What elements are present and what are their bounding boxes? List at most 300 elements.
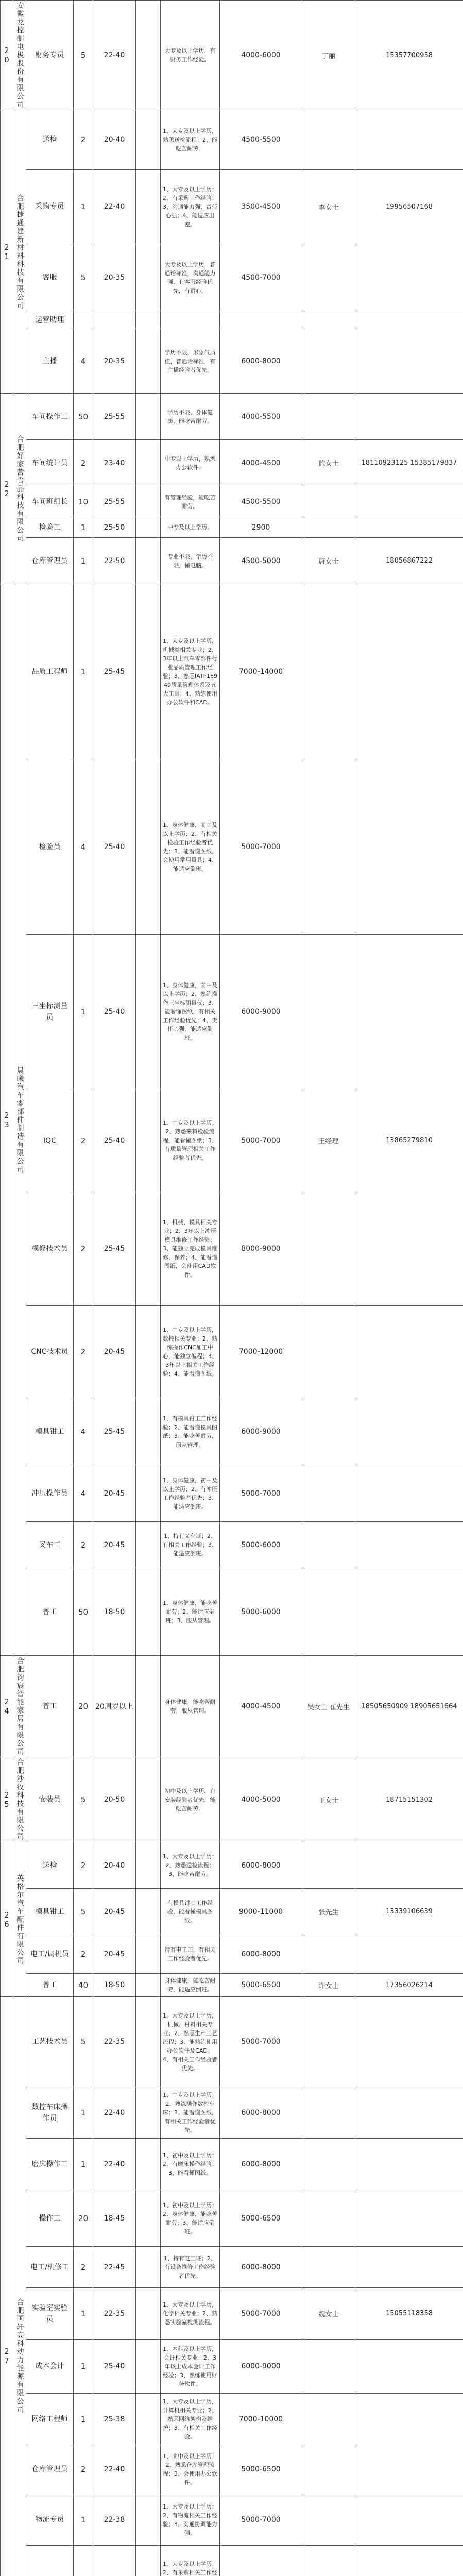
headcount: 2	[74, 2445, 93, 2494]
job-requirements: 身体健康，能吃苦耐劳，服从管理。	[161, 1656, 220, 1757]
age-range	[93, 311, 136, 329]
age-range: 25-40	[93, 935, 136, 1089]
company-name: 英格尔汽车配件有限公司	[13, 1842, 26, 1997]
table-row	[1, 1398, 463, 1465]
salary: 5000-7000	[220, 759, 302, 935]
contact-phone: 13339106639	[355, 1889, 463, 1935]
education	[136, 244, 161, 311]
contact-person	[302, 1522, 355, 1568]
contact-phone	[355, 1568, 463, 1656]
job-requirements: 1、大专及以上学历，机械类相关专业；2、3年以上汽车零部件行业品质管理工作经验；3、熟悉IATF16949质量管理体系及五大工具；4、熟练使用办公软件和CAD。	[161, 584, 220, 759]
age-range: 25-50	[93, 517, 136, 538]
headcount: 2	[74, 2247, 93, 2288]
education	[136, 440, 161, 486]
education	[136, 1757, 161, 1842]
headcount	[74, 311, 93, 329]
education	[136, 486, 161, 517]
company-name: 安徽龙控制电极股份有限公司	[13, 1, 26, 110]
table-row	[1, 538, 463, 584]
salary: 6000-8000	[220, 1842, 302, 1889]
education	[136, 759, 161, 935]
education	[136, 2546, 161, 2576]
contact-phone: 18110923125 15385179837	[355, 440, 463, 486]
position-name: 普工	[26, 1974, 74, 1997]
age-range: 25-40	[93, 1089, 136, 1192]
headcount: 1	[74, 170, 93, 244]
job-requirements: 大专及以上学历，普通话标准，沟通能力强，有客服经验优先，有耐心。	[161, 244, 220, 311]
job-requirements: 1、身体健康，初中及以上学历；2、有冲压工作经验者优先；3、能适应倒班。	[161, 1465, 220, 1522]
education	[136, 1997, 161, 2087]
education	[136, 1192, 161, 1306]
salary: 6000-9000	[220, 2340, 302, 2394]
contact-person	[302, 1568, 355, 1656]
job-requirements: 1、大专及以上学历；2、熟悉送检流程；3、能吃苦耐劳。	[161, 1842, 220, 1889]
salary: 6000-8000	[220, 2247, 302, 2288]
age-range: 18-45	[93, 2190, 136, 2247]
company-name: 合肥钧宸智能家居有限公司	[13, 1656, 26, 1757]
position-name: 普工	[26, 1656, 74, 1757]
headcount: 2	[74, 1842, 93, 1889]
contact-person	[302, 2340, 355, 2394]
job-requirements: 1、持有叉车证；2、有相关工作经验；3、能适应倒班。	[161, 1522, 220, 1568]
education	[136, 1656, 161, 1757]
contact-phone	[355, 1306, 463, 1398]
education	[136, 1974, 161, 1997]
headcount: 1	[74, 538, 93, 584]
headcount: 1	[74, 2494, 93, 2546]
salary: 5000-6000	[220, 1522, 302, 1568]
education	[136, 1889, 161, 1935]
education	[136, 2340, 161, 2394]
education	[136, 1935, 161, 1974]
age-range: 20-45	[93, 1889, 136, 1935]
company-number: 27	[1, 1997, 13, 2576]
headcount: 2	[74, 1089, 93, 1192]
position-name: CNC技术员	[26, 1306, 74, 1398]
age-range: 25-40	[93, 2340, 136, 2394]
table-row	[1, 1757, 463, 1842]
position-name: 送检	[26, 1842, 74, 1889]
contact-person: 鲍女士	[302, 440, 355, 486]
company-number: 23	[1, 584, 13, 1656]
table-row	[1, 2394, 463, 2445]
salary: 2900	[220, 517, 302, 538]
age-range: 25-40	[93, 759, 136, 935]
education	[136, 2087, 161, 2139]
education	[136, 2494, 161, 2546]
headcount: 1	[74, 584, 93, 759]
table-row	[1, 2494, 463, 2546]
headcount: 4	[74, 1398, 93, 1465]
table-row	[1, 1974, 463, 1997]
headcount: 5	[74, 1, 93, 110]
headcount: 4	[74, 329, 93, 394]
education	[136, 1398, 161, 1465]
education	[136, 935, 161, 1089]
contact-phone	[355, 2340, 463, 2394]
age-range: 22-38	[93, 2494, 136, 2546]
contact-phone	[355, 1842, 463, 1889]
education	[136, 584, 161, 759]
salary: 4500-7000	[220, 244, 302, 311]
contact-phone: 15055118358	[355, 2288, 463, 2340]
table-row	[1, 170, 463, 244]
job-requirements: 1、身体健康，高中及以上学历；2、熟练操作三坐标测量仪；3、能看懂图纸，有相关工作经验优先；4、责任心强，能适应倒班。	[161, 935, 220, 1089]
contact-phone	[355, 517, 463, 538]
job-requirements: 1、初中及以上学历；2、身体健康，能吃苦耐劳；3、能适应倒班。	[161, 2190, 220, 2247]
position-name: 操作工	[26, 2190, 74, 2247]
job-requirements: 1、身体健康，能吃苦耐劳；2、能适应倒班；3、服从管理。	[161, 1568, 220, 1656]
age-range: 22-40	[93, 2087, 136, 2139]
job-requirements: 1、大专及以上学历；2、有采购相关工作经	[161, 2546, 220, 2576]
contact-phone: 19956507168	[355, 170, 463, 244]
company-number: 22	[1, 394, 13, 584]
education	[136, 394, 161, 440]
salary: 5000-7000	[220, 2494, 302, 2546]
contact-person	[302, 517, 355, 538]
contact-phone	[355, 584, 463, 759]
age-range: 22-45	[93, 2247, 136, 2288]
contact-person	[302, 1465, 355, 1522]
contact-person	[302, 1935, 355, 1974]
education	[136, 2394, 161, 2445]
contact-phone	[355, 2139, 463, 2190]
position-name: 采购专员	[26, 170, 74, 244]
headcount: 10	[74, 486, 93, 517]
company-name: 合肥沙牧科技有限公司	[13, 1757, 26, 1842]
position-name: 网络工程师	[26, 2394, 74, 2445]
salary: 4000-5500	[220, 394, 302, 440]
table-row	[1, 110, 463, 170]
contact-phone	[355, 2247, 463, 2288]
job-requirements: 1、持有电工证；2、有设备维修工作经验者优先。	[161, 2247, 220, 2288]
job-requirements: 大专及以上学历，有财务工作经验。	[161, 1, 220, 110]
table-row	[1, 2247, 463, 2288]
headcount: 2	[74, 440, 93, 486]
contact-person	[302, 759, 355, 935]
contact-person	[302, 584, 355, 759]
headcount: 1	[74, 2288, 93, 2340]
position-name: 物流专员	[26, 2494, 74, 2546]
education	[136, 1568, 161, 1656]
table-row	[1, 1, 463, 110]
table-row	[1, 2445, 463, 2494]
headcount: 50	[74, 394, 93, 440]
age-range: 25-45	[93, 1192, 136, 1306]
table-row	[1, 1935, 463, 1974]
age-range: 25-55	[93, 486, 136, 517]
salary: 4000-5000	[220, 1757, 302, 1842]
salary: 7000-12000	[220, 1306, 302, 1398]
salary	[220, 311, 302, 329]
contact-phone	[355, 244, 463, 311]
company-name: 合肥国轩高科动力能源有限公司	[13, 1997, 26, 2576]
contact-person	[302, 2087, 355, 2139]
table-row	[1, 1568, 463, 1656]
salary: 7000-10000	[220, 2394, 302, 2445]
salary: 7000-14000	[220, 584, 302, 759]
contact-phone	[355, 2394, 463, 2445]
contact-phone	[355, 759, 463, 935]
education	[136, 1465, 161, 1522]
salary: 5000-6500	[220, 2190, 302, 2247]
position-name: 仓库管理员	[26, 2445, 74, 2494]
salary: 9000-11000	[220, 1889, 302, 1935]
headcount: 1	[74, 2087, 93, 2139]
education	[136, 517, 161, 538]
job-requirements: 学历不限，形象气质佳，普通话标准，有主播经验者优先。	[161, 329, 220, 394]
age-range: 25-55	[93, 394, 136, 440]
job-requirements: 1、中专及以上学历；2、熟练操作数控车床；3、能看懂图纸，有相关工作经验者优先。	[161, 2087, 220, 2139]
position-name: 运营助理	[26, 311, 74, 329]
age-range	[93, 2546, 136, 2576]
age-range: 20-40	[93, 110, 136, 170]
company-number: 20	[1, 1, 13, 110]
table-row	[1, 2087, 463, 2139]
job-requirements	[161, 311, 220, 329]
salary: 4000-6000	[220, 1, 302, 110]
contact-phone	[355, 329, 463, 394]
headcount: 4	[74, 759, 93, 935]
position-name: 模具钳工	[26, 1398, 74, 1465]
headcount: 1	[74, 2340, 93, 2394]
table-row	[1, 1465, 463, 1522]
headcount: 1	[74, 2139, 93, 2190]
contact-phone	[355, 2546, 463, 2576]
contact-phone: 18715151302	[355, 1757, 463, 1842]
headcount: 2	[74, 1192, 93, 1306]
salary: 6000-9000	[220, 935, 302, 1089]
education	[136, 2247, 161, 2288]
education	[136, 2445, 161, 2494]
headcount: 2	[74, 1306, 93, 1398]
contact-person	[302, 2546, 355, 2576]
education	[136, 329, 161, 394]
contact-person: 唐女士	[302, 538, 355, 584]
education	[136, 2288, 161, 2340]
salary: 6000-8000	[220, 329, 302, 394]
position-name: 检验工	[26, 517, 74, 538]
contact-phone	[355, 2494, 463, 2546]
position-name: 仓库管理员	[26, 538, 74, 584]
table-row	[1, 1522, 463, 1568]
age-range: 22-40	[93, 170, 136, 244]
age-range: 20-45	[93, 1465, 136, 1522]
salary: 6000-8000	[220, 2139, 302, 2190]
age-range: 20-35	[93, 244, 136, 311]
job-requirements: 1、大专及以上学历；2、有物流相关工作经验；3、沟通协调能力强。	[161, 2494, 220, 2546]
contact-person	[302, 935, 355, 1089]
education	[136, 110, 161, 170]
headcount: 20	[74, 2190, 93, 2247]
salary	[220, 2546, 302, 2576]
age-range: 22-35	[93, 2288, 136, 2340]
job-requirements: 1、有模具钳工工作经验；2、能看懂模具图纸；3、能吃苦耐劳，服从管理。	[161, 1398, 220, 1465]
table-row	[1, 244, 463, 311]
salary: 5000-7000	[220, 2288, 302, 2340]
salary: 5000-7000	[220, 1997, 302, 2087]
contact-person: 魏女士	[302, 2288, 355, 2340]
age-range: 25-38	[93, 2394, 136, 2445]
headcount: 2	[74, 1522, 93, 1568]
position-name: 数控车床操作员	[26, 2087, 74, 2139]
salary: 8000-9000	[220, 1192, 302, 1306]
position-name: 车间班组长	[26, 486, 74, 517]
age-range: 22-40	[93, 2139, 136, 2190]
salary: 4000-4500	[220, 440, 302, 486]
salary: 3500-4500	[220, 170, 302, 244]
job-requirements: 1、中专及以上学历，数控相关专业；2、熟练操作CNC加工中心，能独立编程；3、3年以上相关工作经验；4、能看懂图纸。	[161, 1306, 220, 1398]
contact-person	[302, 311, 355, 329]
headcount: 2	[74, 1935, 93, 1974]
salary: 6000-8000	[220, 2087, 302, 2139]
contact-person	[302, 2445, 355, 2494]
company-number: 24	[1, 1656, 13, 1757]
contact-phone	[355, 935, 463, 1089]
headcount: 2	[74, 110, 93, 170]
position-name: 品质工程师	[26, 584, 74, 759]
salary: 5000-6500	[220, 1974, 302, 1997]
contact-person	[302, 2247, 355, 2288]
headcount: 1	[74, 517, 93, 538]
job-requirements: 1、机械、模具相关专业；2、3年以上冲压模具维修工作经验；3、能独立完成模具维修、保养；4、能看懂图纸，会使用CAD软件。	[161, 1192, 220, 1306]
contact-person: 丁丽	[302, 1, 355, 110]
contact-phone: 17356026214	[355, 1974, 463, 1997]
job-requirements: 1、中专及以上学历；2、熟悉来料检验流程，能看懂图纸；3、有质量管理相关工作经验者优先。	[161, 1089, 220, 1192]
position-name: 成本会计	[26, 2340, 74, 2394]
table-row	[1, 584, 463, 759]
headcount: 5	[74, 1889, 93, 1935]
age-range: 18-50	[93, 1568, 136, 1656]
salary: 5000-7000	[220, 1465, 302, 1522]
job-requirements: 1、身体健康，高中及以上学历；2、有相关检验工作经验者优先；3、能看懂图纸，会使用常用量具；4、能适应倒班。	[161, 759, 220, 935]
contact-person: 王经理	[302, 1089, 355, 1192]
education	[136, 311, 161, 329]
position-name: 财务专员	[26, 1, 74, 110]
contact-person	[302, 1842, 355, 1889]
contact-person	[302, 2494, 355, 2546]
position-name: 客服	[26, 244, 74, 311]
table-row	[1, 311, 463, 329]
position-name: 三坐标测量员	[26, 935, 74, 1089]
table-row	[1, 2288, 463, 2340]
table-row	[1, 1089, 463, 1192]
education	[136, 538, 161, 584]
contact-person	[302, 244, 355, 311]
table-row	[1, 2546, 463, 2576]
education	[136, 1089, 161, 1192]
job-requirements: 1、初中及以上学历；2、有磨床操作经验；3、能看懂图纸。	[161, 2139, 220, 2190]
contact-person: 张先生	[302, 1889, 355, 1935]
contact-phone	[355, 1997, 463, 2087]
contact-phone	[355, 2087, 463, 2139]
position-name: 磨床操作工	[26, 2139, 74, 2190]
age-range: 22-40	[93, 2445, 136, 2494]
job-requirements: 有模具钳工工作经验，能看懂模具图纸。	[161, 1889, 220, 1935]
contact-person: 李女士	[302, 170, 355, 244]
position-name: IQC	[26, 1089, 74, 1192]
education	[136, 2139, 161, 2190]
position-name: 冲压操作员	[26, 1465, 74, 1522]
contact-person	[302, 329, 355, 394]
contact-person	[302, 1398, 355, 1465]
job-requirements: 专业不限，学历不限，懂电脑。	[161, 538, 220, 584]
job-requirements: 1、大专及以上学历，化学相关专业；2、熟悉实验室检测流程。	[161, 2288, 220, 2340]
job-requirements: 有管理经验，能吃苦耐劳。	[161, 486, 220, 517]
position-name: 实验室实验员	[26, 2288, 74, 2340]
position-name: 模具钳工	[26, 1889, 74, 1935]
job-requirements: 初中及以上学历，有安装经验者优先，能吃苦耐劳。	[161, 1757, 220, 1842]
age-range: 20-45	[93, 1935, 136, 1974]
table-row	[1, 329, 463, 394]
age-range: 22-50	[93, 538, 136, 584]
salary: 4000-4500	[220, 1656, 302, 1757]
contact-phone	[355, 2445, 463, 2494]
position-name: 检验员	[26, 759, 74, 935]
contact-person	[302, 1192, 355, 1306]
salary: 6000-9000	[220, 1398, 302, 1465]
headcount: 50	[74, 1568, 93, 1656]
contact-phone	[355, 1935, 463, 1974]
headcount: 1	[74, 2394, 93, 2445]
table-row	[1, 2340, 463, 2394]
job-requirements: 1、大专及以上学历，熟悉送检流程；2、能吃苦耐劳。	[161, 110, 220, 170]
contact-phone: 15357700958	[355, 1, 463, 110]
job-requirements: 中专及以上学历。	[161, 517, 220, 538]
position-name: 电工/调机员	[26, 1935, 74, 1974]
age-range: 18-50	[93, 1974, 136, 1997]
position-name: 车间操作工	[26, 394, 74, 440]
contact-phone	[355, 311, 463, 329]
contact-phone	[355, 1465, 463, 1522]
position-name	[26, 2546, 74, 2576]
table-row	[1, 1997, 463, 2087]
job-requirements: 中专以上学历，熟悉办公软件。	[161, 440, 220, 486]
contact-person	[302, 486, 355, 517]
table-row	[1, 1842, 463, 1889]
salary: 4500-5500	[220, 110, 302, 170]
education	[136, 2190, 161, 2247]
contact-phone	[355, 1522, 463, 1568]
age-range: 20-45	[93, 1522, 136, 1568]
headcount: 5	[74, 244, 93, 311]
table-row	[1, 394, 463, 440]
table-row	[1, 1656, 463, 1757]
contact-person	[302, 2394, 355, 2445]
position-name: 工艺技术员	[26, 1997, 74, 2087]
contact-phone: 18056867222	[355, 538, 463, 584]
contact-phone: 13865279810	[355, 1089, 463, 1192]
position-name: 电工/机修工	[26, 2247, 74, 2288]
age-range: 20-35	[93, 329, 136, 394]
contact-phone	[355, 2190, 463, 2247]
table-row	[1, 935, 463, 1089]
contact-person	[302, 1997, 355, 2087]
contact-phone	[355, 394, 463, 440]
contact-person: 王女士	[302, 1757, 355, 1842]
position-name: 送检	[26, 110, 74, 170]
job-requirements: 身体健康，能吃苦耐劳，能适应倒班。	[161, 1974, 220, 1997]
job-requirements: 1、大专及以上学历；2、有采购工作经验；3、沟通能力强，责任心强；4、能适应出差。	[161, 170, 220, 244]
age-range: 25-45	[93, 584, 136, 759]
headcount	[74, 2546, 93, 2576]
age-range: 22-40	[93, 1, 136, 110]
table-row	[1, 517, 463, 538]
headcount: 40	[74, 1974, 93, 1997]
age-range: 22-35	[93, 1997, 136, 2087]
company-number: 26	[1, 1842, 13, 1997]
company-name: 合肥捷通建新材料科技有限公司	[13, 110, 26, 394]
